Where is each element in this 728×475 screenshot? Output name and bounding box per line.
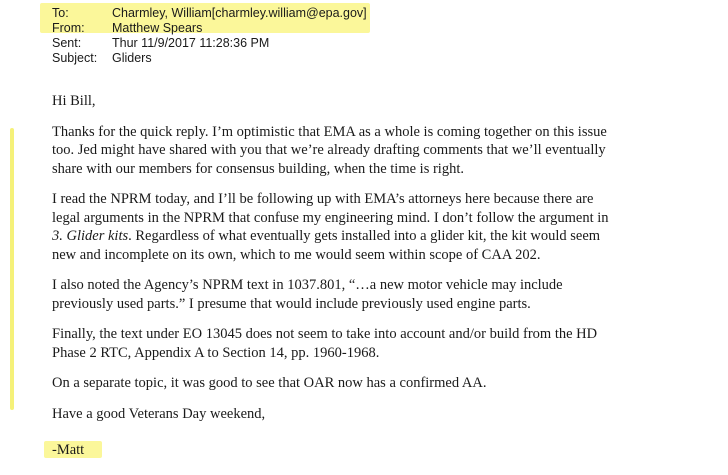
paragraph-2 [52,190,702,264]
paragraph-2-text-a: I read the NPRM today, and I’ll be following up with EMA’s attorneys here because there are legal arguments in the NPRM that confuse my engineering mind. I don’t follow the argument in [52,191,609,226]
paragraph-1: Thanks for the quick reply. I’m optimistic that EMA as a whole is coming together on this issue too. Jed might have shared with you that we’re already drafting comments that we’ll eventually share with our members for consensus building, when the time is right. [52,123,607,177]
signature: -Matt [52,442,85,458]
subject-row [52,51,367,66]
paragraph-2-text-b: . Regardless of what eventually gets installed into a glider kit, the kit would seem new and incomplete on its own, which to me would seem within scope of CAA 202. [52,228,601,263]
subject-value: Gliders [112,51,152,65]
to-row [52,6,367,21]
paragraph-2-italic: 3. Glider kits [52,228,129,244]
sent-label: Sent: [52,36,82,50]
email-body [52,92,702,435]
from-label: From: [52,21,85,35]
subject-label: Subject: [52,51,98,65]
margin-highlight-mark [10,128,14,410]
paragraph-5: On a separate topic, it was good to see that OAR now has a confirmed AA. [52,375,487,391]
greeting: Hi Bill, [52,93,96,109]
paragraph-4: Finally, the text under EO 13045 does not seem to take into account and/or build from the HD Phase 2 RTC, Appendix A to Section 14, pp. 1960-1968. [52,326,598,361]
to-value: Charmley, William[charmley.william@epa.gov] [112,6,367,20]
sent-value: Thur 11/9/2017 11:28:36 PM [112,36,270,50]
paragraph-3: I also noted the Agency’s NPRM text in 1037.801, “…a new motor vehicle may include previously used parts.” I presume that would include previously used engine parts. [52,277,563,312]
sent-row [52,36,367,51]
email-header [52,6,367,66]
closing: Have a good Veterans Day weekend, [52,405,266,422]
from-row [52,21,367,36]
to-label: To: [52,6,69,20]
from-value: Matthew Spears [112,21,203,35]
